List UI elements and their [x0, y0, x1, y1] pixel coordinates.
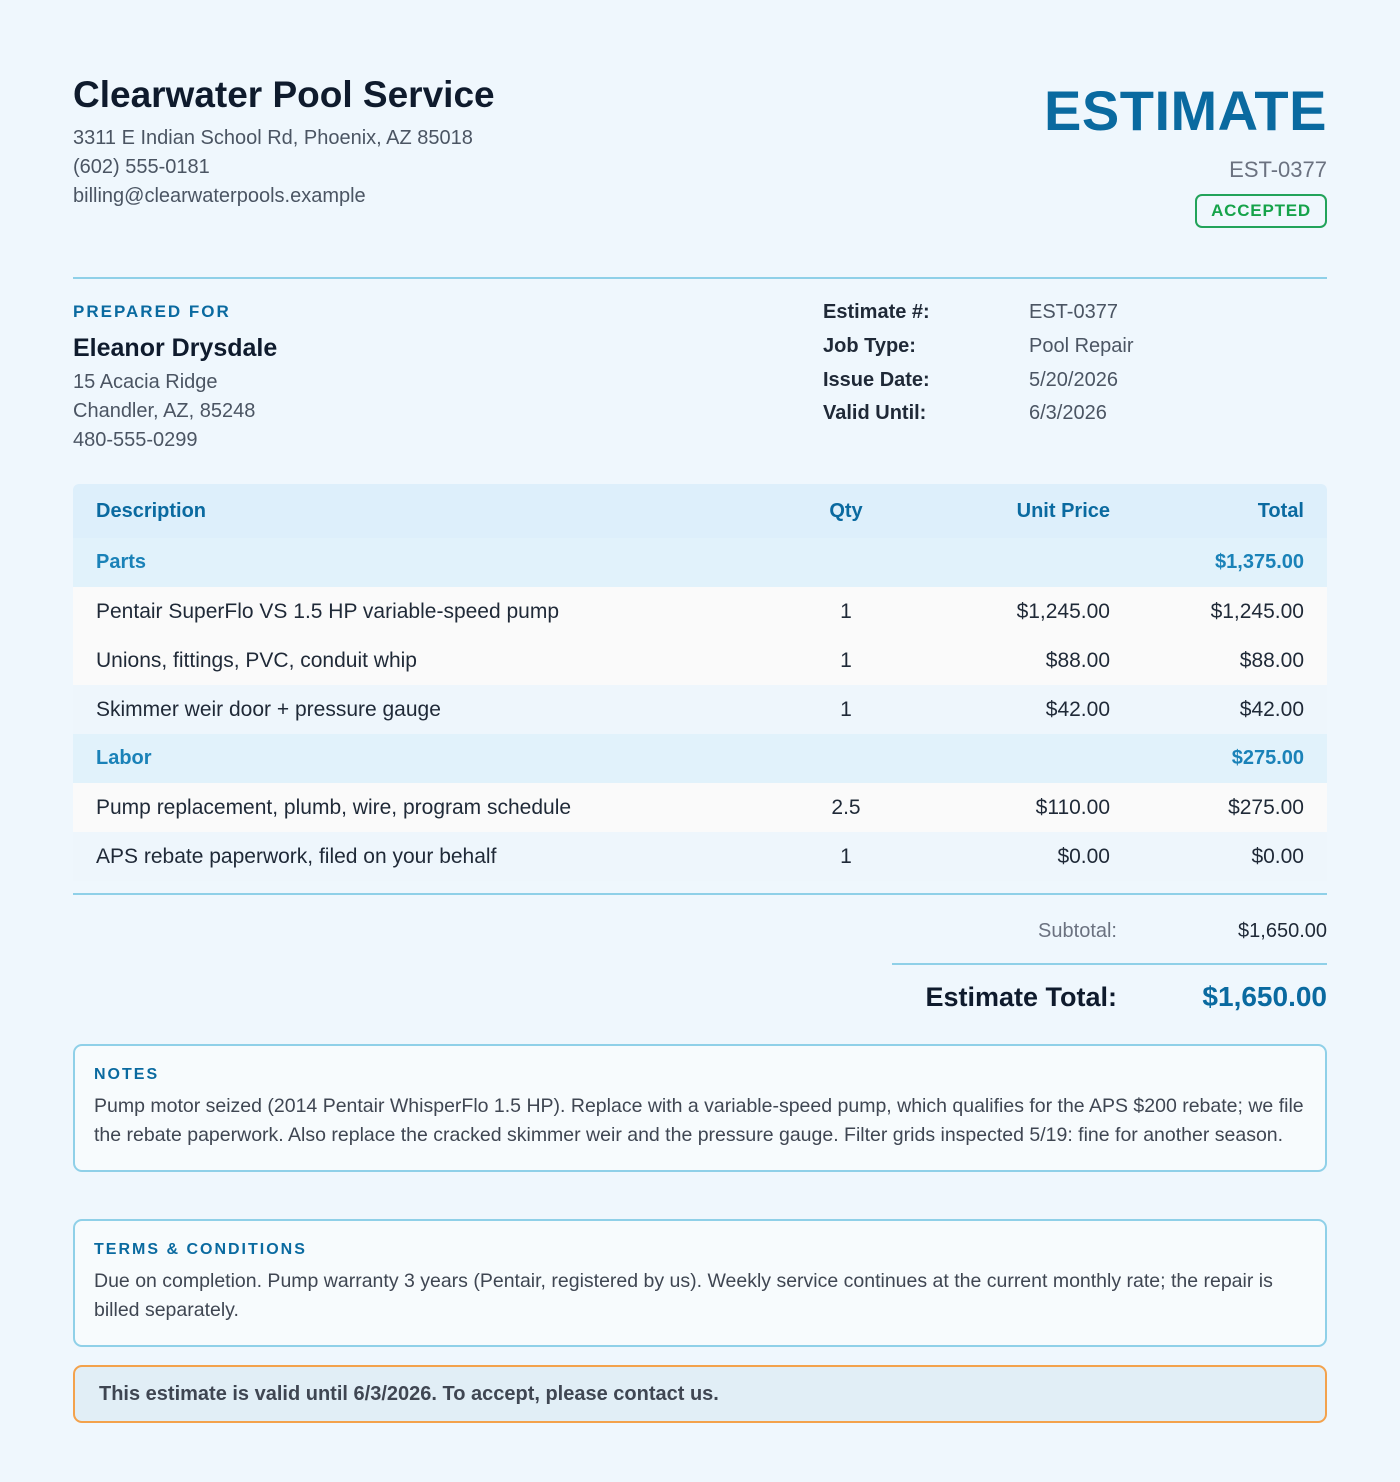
table-row [73, 783, 1327, 832]
group-row-labor [73, 734, 1327, 783]
table-row [73, 832, 1327, 881]
document-title: ESTIMATE [1044, 79, 1327, 142]
group-row-parts [73, 538, 1327, 587]
table-header [73, 484, 1327, 538]
notes-text: Pump motor seized (2014 Pentair WhisperFlo 1.5 HP). Replace with a variable-speed pump, which qualifies for the APS $200 rebate; we file the rebate paperwork. Also replace the cracked skimmer weir and the pressure gauge. Filter grids inspected 5/19: fine for another season. [94, 1095, 1304, 1146]
item-total: $42.00 [1239, 698, 1304, 721]
table-row [73, 636, 1327, 685]
company-email: billing@clearwaterpools.example [73, 185, 366, 207]
item-total: $1,245.00 [1210, 600, 1304, 623]
estimate-total-value: $1,650.00 [1202, 981, 1327, 1012]
validity-notice: This estimate is valid until 6/3/2026. To accept, please contact us. [73, 1365, 1327, 1423]
company-phone: (602) 555-0181 [73, 156, 210, 178]
meta-label-estimate-number: Estimate #: [823, 301, 930, 323]
item-unit-price: $1,245.00 [1016, 600, 1110, 623]
notes-label: NOTES [94, 1066, 160, 1083]
notes-box [73, 1044, 1327, 1172]
company-name: Clearwater Pool Service [73, 74, 495, 115]
header-total: Total [1257, 500, 1304, 522]
item-unit-price: $42.00 [1045, 698, 1110, 721]
group-name: Parts [96, 551, 147, 573]
item-qty-value: 1 [840, 845, 852, 868]
group-total: $275.00 [1231, 747, 1304, 769]
terms-text: Due on completion. Pump warranty 3 years (Pentair, registered by us). Weekly service continues at the current monthly rate; the repair is billed separately. [94, 1270, 1273, 1321]
estimate-total-label: Estimate Total: [925, 982, 1117, 1012]
meta-value-job-type: Pool Repair [1029, 335, 1134, 357]
header-description: Description [96, 500, 207, 522]
item-description: Unions, fittings, PVC, conduit whip [96, 649, 417, 672]
item-description: Skimmer weir door + pressure gauge [96, 698, 441, 721]
client-street: 15 Acacia Ridge [73, 371, 218, 393]
item-qty-value: 1 [840, 649, 852, 672]
client-phone: 480-555-0299 [73, 429, 198, 451]
item-qty-value: 1 [840, 698, 852, 721]
subtotal-label: Subtotal: [1038, 920, 1117, 942]
header-unit-price: Unit Price [1016, 500, 1110, 522]
terms-box [73, 1219, 1327, 1347]
item-unit-price: $88.00 [1045, 649, 1110, 672]
item-description: Pump replacement, plumb, wire, program schedule [96, 796, 572, 819]
header-divider [73, 277, 1327, 279]
document-number: EST-0377 [1229, 157, 1327, 182]
item-total: $275.00 [1228, 796, 1304, 819]
item-qty-value: 2.5 [831, 796, 861, 819]
item-qty-value: 1 [840, 600, 852, 623]
table-row [73, 587, 1327, 636]
meta-value-valid-until: 6/3/2026 [1029, 402, 1107, 424]
meta-label-job-type: Job Type: [823, 335, 916, 357]
group-total: $1,375.00 [1215, 551, 1304, 573]
totals-divider [892, 963, 1327, 965]
client-name: Eleanor Drysdale [73, 334, 278, 362]
item-total: $0.00 [1251, 845, 1304, 868]
item-description: APS rebate paperwork, filed on your behalf [96, 845, 497, 868]
meta-value-issue-date: 5/20/2026 [1029, 369, 1118, 391]
item-unit-price: $110.00 [1035, 796, 1110, 819]
table-bottom-divider [73, 893, 1327, 895]
status-badge: ACCEPTED [1195, 194, 1327, 228]
item-unit-price: $0.00 [1057, 845, 1110, 868]
client-city: Chandler, AZ, 85248 [73, 400, 256, 422]
group-name: Labor [96, 747, 152, 769]
item-description: Pentair SuperFlo VS 1.5 HP variable-speed pump [96, 600, 560, 623]
prepared-for-label: PREPARED FOR [73, 302, 231, 321]
table-row [73, 685, 1327, 734]
header-qty-label: Qty [829, 500, 863, 522]
meta-value-estimate-number: EST-0377 [1029, 301, 1118, 323]
item-total: $88.00 [1239, 649, 1304, 672]
meta-label-valid-until: Valid Until: [823, 402, 927, 424]
terms-label: TERMS & CONDITIONS [94, 1241, 307, 1258]
company-address: 3311 E Indian School Rd, Phoenix, AZ 85018 [73, 127, 473, 149]
meta-label-issue-date: Issue Date: [823, 369, 930, 391]
subtotal-value: $1,650.00 [1238, 920, 1327, 942]
line-items-table [73, 484, 1327, 881]
